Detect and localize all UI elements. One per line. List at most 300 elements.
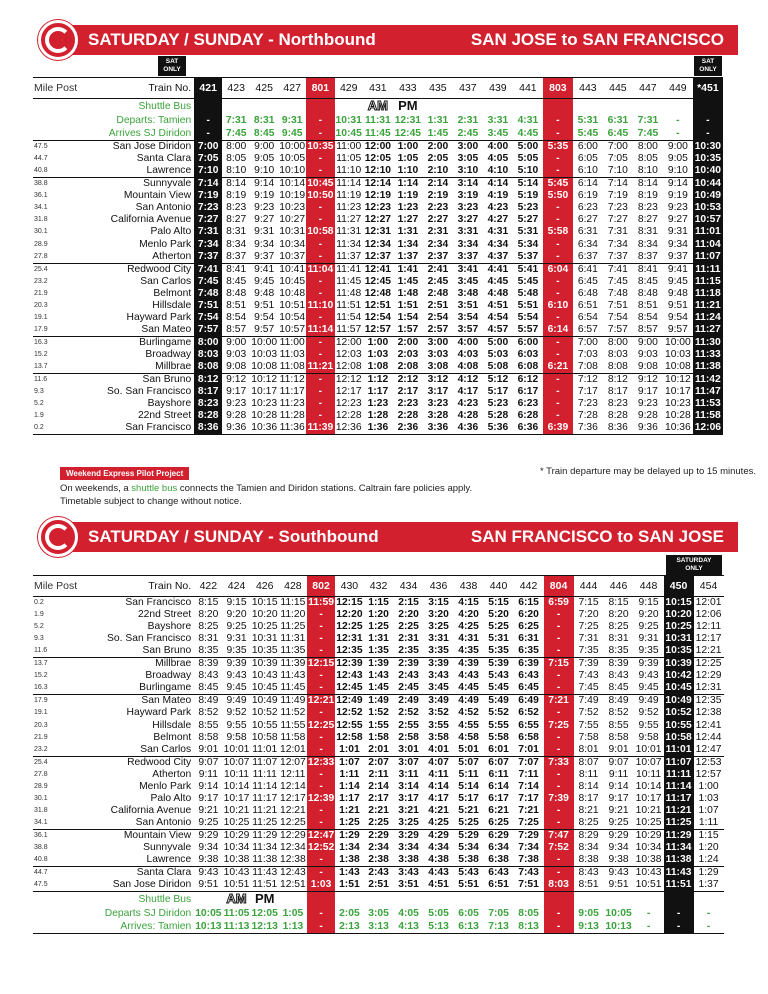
departure-time: 12:49 bbox=[336, 695, 363, 707]
departure-time: 8:55 bbox=[608, 719, 629, 731]
departure-time: 8:05 bbox=[226, 153, 247, 165]
ampm-cell bbox=[364, 892, 394, 908]
departure-time: 1:27 bbox=[397, 214, 419, 226]
shuttle-bus-link[interactable]: shuttle bus bbox=[131, 483, 178, 494]
departure-time: 9:31 bbox=[254, 226, 275, 238]
departure-time: 9:21 bbox=[608, 804, 629, 816]
train-number: 437 bbox=[453, 78, 483, 99]
train-number: 448 bbox=[634, 576, 664, 597]
departure-time: 2:54 bbox=[427, 311, 449, 323]
departure-time: 1:07 bbox=[698, 804, 719, 816]
train-number: 438 bbox=[454, 576, 484, 597]
departure-time: 2:00 bbox=[397, 336, 419, 348]
departure-time: 1:45 bbox=[397, 275, 419, 287]
departure-time: 9:12 bbox=[637, 374, 658, 386]
departure-time: 2:57 bbox=[423, 324, 453, 337]
departure-time: 4:45 bbox=[487, 275, 509, 287]
departure-time: 6:23 bbox=[577, 202, 598, 214]
departure-time: 8:45 bbox=[194, 682, 222, 695]
departure-time: 4:12 bbox=[457, 374, 479, 386]
departure-time: 1:11 bbox=[339, 768, 360, 780]
departure-time: 2:38 bbox=[364, 854, 394, 867]
departure-time: 2:58 bbox=[398, 731, 419, 743]
southbound-route: SAN FRANCISCO to SAN JOSE bbox=[470, 527, 724, 546]
shuttle-row bbox=[33, 907, 724, 920]
departure-time: 10:38 bbox=[634, 854, 664, 867]
departure-time: 9:48 bbox=[254, 287, 275, 299]
departure-time: 3:36 bbox=[423, 422, 453, 435]
departure-time: 6:48 bbox=[577, 287, 598, 299]
departure-time: 7:05 bbox=[607, 153, 628, 165]
departure-time: 12:55 bbox=[336, 719, 363, 731]
departure-time: 2:49 bbox=[398, 695, 419, 707]
ampm-cell bbox=[335, 99, 363, 115]
departure-time: - bbox=[307, 707, 335, 719]
departure-time: 6:38 bbox=[484, 854, 514, 867]
departure-time: - bbox=[307, 867, 335, 880]
shuttle-time: 1:31 bbox=[427, 115, 449, 126]
departure-time: 6:01 bbox=[484, 744, 514, 757]
departure-time: 6:27 bbox=[577, 214, 598, 226]
station-row bbox=[33, 153, 723, 165]
station-row bbox=[33, 854, 724, 867]
departure-time: 12:37 bbox=[364, 250, 392, 262]
shuttle-time: 4:45 bbox=[513, 127, 543, 141]
station-name: California Avenue bbox=[110, 804, 192, 816]
departure-time: - bbox=[307, 781, 335, 793]
departure-time: 4:31 bbox=[487, 226, 509, 238]
milepost: 27.8 bbox=[33, 251, 78, 264]
departure-time: 9:51 bbox=[604, 879, 634, 892]
departure-time: 7:14 bbox=[607, 178, 628, 190]
milepost: 19.1 bbox=[34, 709, 48, 717]
departure-time: 6:14 bbox=[543, 324, 573, 337]
departure-time: 5:37 bbox=[513, 251, 543, 264]
zone-marker bbox=[78, 621, 87, 633]
departure-time: 10:19 bbox=[279, 190, 306, 202]
departure-time: 6:11 bbox=[488, 768, 509, 780]
departure-time: 5:36 bbox=[483, 422, 513, 435]
departure-time: 9:34 bbox=[254, 238, 275, 250]
departure-time: 9:23 bbox=[667, 202, 688, 214]
departure-time: 2:51 bbox=[427, 299, 449, 311]
departure-time: 11:10 bbox=[336, 165, 362, 177]
departure-time: 2:43 bbox=[368, 867, 389, 879]
departure-time: 6:59 bbox=[544, 597, 574, 610]
blank bbox=[33, 892, 78, 908]
departure-time: 1:51 bbox=[397, 299, 419, 311]
shuttle-time: 7:45 bbox=[222, 127, 250, 141]
departure-time: 7:58 bbox=[578, 731, 599, 743]
departure-time: 1:00 bbox=[397, 141, 419, 152]
zone-marker bbox=[78, 300, 87, 312]
station-row bbox=[33, 744, 724, 757]
shuttle-time: - bbox=[646, 908, 651, 920]
shuttle-time: 4:31 bbox=[517, 115, 539, 126]
ampm-cell bbox=[278, 99, 306, 115]
departure-time: 7:12 bbox=[577, 374, 598, 386]
station-name: Belmont bbox=[153, 731, 192, 743]
departure-time: 12:23 bbox=[335, 398, 362, 410]
departure-time: 5:45 bbox=[543, 178, 573, 191]
blank bbox=[33, 907, 78, 920]
departure-time: 2:11 bbox=[368, 768, 389, 780]
milepost: 9.3 bbox=[34, 635, 44, 643]
departure-time: 7:45 bbox=[574, 682, 604, 695]
departure-time: 6:10 bbox=[573, 165, 603, 178]
departure-time: 10:57 bbox=[279, 323, 306, 335]
departure-time: 6:41 bbox=[577, 263, 598, 275]
departure-time: 10:07 bbox=[223, 756, 250, 768]
blank bbox=[33, 127, 78, 141]
train-number: 427 bbox=[278, 78, 306, 99]
departure-time: 7:31 bbox=[578, 633, 599, 645]
station-name: So. San Francisco bbox=[107, 386, 192, 398]
departure-time: 3:51 bbox=[394, 879, 424, 892]
departure-time: - bbox=[307, 645, 335, 658]
zone-marker bbox=[78, 190, 87, 202]
departure-time: 10:52 bbox=[251, 707, 278, 719]
station-name: Burlingame bbox=[87, 682, 194, 695]
departure-time: 2:28 bbox=[397, 410, 419, 422]
departure-time: 10:17 bbox=[223, 792, 250, 804]
milepost-header: Mile Post bbox=[33, 78, 78, 99]
departure-time: 9:58 bbox=[226, 731, 247, 743]
milepost: 47.5 bbox=[33, 879, 78, 892]
departure-time: 3:11 bbox=[398, 768, 419, 780]
station-name: Bayshore bbox=[147, 398, 192, 410]
departure-time: 5:05 bbox=[517, 153, 539, 165]
departure-time: 4:39 bbox=[458, 658, 479, 670]
departure-time: 11:25 bbox=[252, 817, 278, 829]
zone-marker bbox=[78, 349, 87, 361]
ampm-cell bbox=[694, 892, 724, 908]
departure-time: 7:08 bbox=[573, 361, 603, 374]
departure-time: - bbox=[544, 609, 574, 621]
shuttle-row bbox=[33, 920, 724, 934]
departure-time: 12:48 bbox=[364, 287, 392, 299]
departure-time: 12:00 bbox=[364, 141, 392, 152]
departure-time: - bbox=[307, 744, 335, 757]
station-name: San Mateo bbox=[141, 695, 192, 707]
station-name: Sunnyvale bbox=[143, 842, 192, 854]
departure-time: 8:34 bbox=[226, 238, 247, 250]
train-no-label: Train No. bbox=[87, 78, 194, 99]
departure-time: 5:45 bbox=[484, 682, 514, 695]
departure-time: 11:29 bbox=[664, 830, 694, 843]
station-name: Redwood City bbox=[127, 756, 192, 768]
departure-time: 9:55 bbox=[226, 719, 247, 731]
ampm-cell bbox=[250, 99, 278, 115]
departure-time: 11:27 bbox=[693, 324, 723, 337]
northbound-banner bbox=[44, 25, 738, 55]
departure-time: 7:34 bbox=[607, 238, 628, 250]
departure-time: 4:49 bbox=[458, 695, 479, 707]
station-name: Palo Alto bbox=[150, 226, 192, 238]
departure-time: 5:35 bbox=[543, 141, 573, 154]
departure-time: 10:30 bbox=[694, 141, 722, 152]
ampm-cell bbox=[693, 99, 723, 115]
shuttle-time: 2:31 bbox=[457, 115, 479, 126]
shuttle-time: 11:05 bbox=[223, 908, 250, 920]
departure-time: 6:14 bbox=[577, 178, 598, 190]
blank bbox=[78, 892, 87, 908]
train-number: 439 bbox=[483, 78, 513, 99]
departure-time: 8:03 bbox=[544, 879, 574, 892]
station-row bbox=[33, 842, 724, 854]
departure-time: 12:00 bbox=[335, 336, 362, 348]
departure-time: 4:20 bbox=[458, 609, 479, 621]
departure-time: 6:29 bbox=[488, 830, 509, 842]
departure-time: 12:21 bbox=[307, 695, 335, 707]
departure-time: 10:57 bbox=[694, 214, 722, 226]
departure-time: 10:25 bbox=[251, 621, 278, 633]
departure-time: 1:15 bbox=[368, 597, 389, 608]
ampm-cell bbox=[574, 892, 604, 908]
departure-time: - bbox=[306, 251, 334, 264]
ampm-cell bbox=[394, 892, 424, 908]
departure-time: 11:34 bbox=[336, 238, 362, 250]
departure-time: 1:12 bbox=[367, 374, 389, 386]
shuttle-time: - bbox=[194, 127, 222, 141]
shuttle-time: - bbox=[307, 907, 335, 920]
departure-time: 6:17 bbox=[517, 386, 539, 398]
train-number: 423 bbox=[222, 78, 250, 99]
shuttle-time: 11:13 bbox=[223, 921, 250, 933]
departure-time: 3:03 bbox=[427, 348, 449, 360]
departure-time: 8:57 bbox=[222, 324, 250, 337]
departure-time: 6:31 bbox=[577, 226, 598, 238]
departure-time: 4:00 bbox=[457, 336, 479, 348]
departure-time: 4:17 bbox=[428, 792, 449, 804]
departure-time: 8:39 bbox=[608, 658, 629, 670]
station-name: 22nd Street bbox=[137, 609, 192, 621]
shuttle-label: Departs: Tamien bbox=[116, 115, 192, 126]
station-name: Hillsdale bbox=[152, 299, 192, 311]
station-row bbox=[33, 621, 724, 633]
shuttle-time: 7:31 bbox=[225, 115, 247, 126]
station-row bbox=[33, 251, 723, 264]
station-name: San Bruno bbox=[142, 374, 192, 386]
departure-time: - bbox=[306, 153, 334, 165]
departure-time: 11:59 bbox=[308, 597, 334, 608]
departure-time: 7:55 bbox=[578, 719, 599, 731]
departure-time: 11:15 bbox=[280, 597, 306, 608]
zone-marker bbox=[78, 756, 87, 769]
milepost: 15.2 bbox=[34, 672, 48, 680]
train-number-row bbox=[33, 576, 724, 597]
departure-time: 1:28 bbox=[367, 410, 389, 422]
station-name: Hayward Park bbox=[126, 707, 192, 719]
departure-time: 10:40 bbox=[694, 165, 722, 177]
station-row bbox=[33, 817, 724, 830]
departure-time: 5:14 bbox=[517, 178, 539, 190]
departure-time: 8:10 bbox=[222, 165, 250, 178]
departure-time: 3:31 bbox=[428, 633, 449, 645]
departure-time: 9:41 bbox=[667, 263, 688, 275]
departure-time: 10:17 bbox=[664, 386, 691, 398]
departure-time: 10:25 bbox=[665, 621, 692, 633]
departure-time: 5:20 bbox=[488, 609, 509, 621]
departure-time: 6:45 bbox=[577, 275, 598, 287]
ampm-cell bbox=[514, 892, 544, 908]
departure-time: 12:52 bbox=[307, 842, 335, 854]
departure-time: 10:58 bbox=[307, 226, 334, 238]
milepost: 44.7 bbox=[34, 869, 48, 877]
departure-time: 9:49 bbox=[226, 695, 247, 707]
departure-time: 9:11 bbox=[198, 768, 218, 780]
zone-marker bbox=[78, 719, 87, 731]
zone-marker bbox=[78, 153, 87, 165]
departure-time: 3:08 bbox=[423, 361, 453, 374]
zone-marker bbox=[78, 817, 87, 830]
departure-time: 9:52 bbox=[638, 707, 659, 719]
departure-time: 6:37 bbox=[573, 251, 603, 264]
departure-time: 7:00 bbox=[577, 336, 598, 348]
ampm-cell bbox=[194, 99, 222, 115]
zone-marker bbox=[78, 226, 87, 238]
departure-time: 2:51 bbox=[364, 879, 394, 892]
departure-time: 9:00 bbox=[637, 336, 658, 348]
ampm-cell bbox=[251, 892, 279, 908]
departure-time: 1:52 bbox=[368, 707, 389, 719]
departure-time: 9:39 bbox=[226, 658, 247, 670]
departure-time: 10:25 bbox=[223, 817, 250, 829]
departure-time: 12:38 bbox=[279, 854, 306, 866]
station-row bbox=[33, 719, 724, 731]
departure-time: 11:07 bbox=[664, 756, 694, 769]
departure-time: 10:28 bbox=[664, 410, 691, 422]
departure-time: 8:12 bbox=[194, 374, 222, 387]
departure-time: 12:17 bbox=[695, 633, 722, 645]
departure-time: 10:49 bbox=[251, 695, 278, 707]
northbound-route: SAN JOSE to SAN FRANCISCO bbox=[470, 30, 724, 49]
zone-marker bbox=[78, 732, 87, 744]
departure-time: 6:28 bbox=[517, 410, 539, 422]
departure-time: 1:23 bbox=[367, 398, 389, 410]
departure-time: 5:00 bbox=[517, 141, 539, 152]
departure-time: 8:52 bbox=[198, 707, 219, 719]
shuttle-row bbox=[33, 99, 723, 115]
pm-label: PM bbox=[254, 891, 275, 907]
departure-time: 8:31 bbox=[608, 633, 629, 645]
departure-time: 10:23 bbox=[664, 398, 691, 410]
shuttle-time: 3:13 bbox=[364, 920, 394, 934]
departure-time: 10:55 bbox=[665, 719, 692, 731]
shuttle-time: 2:05 bbox=[339, 908, 360, 920]
station-name: So. San Francisco bbox=[107, 633, 192, 645]
departure-time: 7:38 bbox=[514, 854, 544, 867]
departure-time: 3:37 bbox=[453, 251, 483, 264]
departure-time: 8:08 bbox=[194, 361, 222, 374]
station-row bbox=[33, 398, 723, 410]
departure-time: 12:47 bbox=[307, 830, 335, 842]
shuttle-time: 10:45 bbox=[335, 128, 362, 139]
departure-time: 3:43 bbox=[398, 867, 419, 879]
station-row bbox=[33, 276, 723, 288]
departure-time: 4:29 bbox=[428, 830, 449, 842]
departure-time: 10:14 bbox=[223, 780, 250, 792]
station-row bbox=[33, 190, 723, 202]
departure-time: - bbox=[307, 682, 335, 695]
departure-time: 2:45 bbox=[427, 275, 449, 287]
train-number: 434 bbox=[394, 576, 424, 597]
departure-time: 10:45 bbox=[307, 178, 334, 190]
departure-time: 4:58 bbox=[458, 731, 479, 743]
station-name: San Jose Diridon bbox=[112, 141, 192, 152]
departure-time: - bbox=[543, 312, 573, 324]
departure-time: 3:17 bbox=[398, 792, 419, 804]
departure-time: 1:07 bbox=[339, 756, 360, 768]
milepost: 28.9 bbox=[34, 782, 48, 790]
departure-time: 11:00 bbox=[336, 141, 362, 152]
departure-time: 11:45 bbox=[336, 275, 362, 287]
departure-time: 4:52 bbox=[458, 707, 479, 719]
departure-time: 6:36 bbox=[513, 422, 543, 435]
departure-time: - bbox=[544, 769, 574, 781]
departure-time: 4:55 bbox=[458, 719, 479, 731]
departure-time: 12:45 bbox=[364, 275, 392, 287]
departure-time: - bbox=[306, 349, 334, 361]
departure-time: 1:29 bbox=[339, 830, 360, 842]
departure-time: 8:43 bbox=[608, 670, 629, 682]
shuttle-time: 10:05 bbox=[195, 908, 222, 920]
departure-time: 11:35 bbox=[280, 645, 306, 657]
departure-time: 8:38 bbox=[574, 854, 604, 867]
am-label: AM bbox=[226, 891, 247, 907]
departure-time: 7:51 bbox=[607, 299, 628, 311]
departure-time: 10:10 bbox=[279, 165, 306, 177]
train-number: 450 bbox=[664, 576, 694, 597]
departure-time: 10:45 bbox=[665, 682, 692, 694]
departure-time: 9:01 bbox=[194, 744, 222, 757]
milepost: 16.3 bbox=[33, 682, 78, 695]
departure-time: 10:34 bbox=[223, 842, 250, 854]
departure-time: 10:39 bbox=[665, 658, 692, 670]
departure-time: 2:12 bbox=[397, 374, 419, 386]
departure-time: 2:25 bbox=[364, 817, 394, 830]
departure-time: 5:21 bbox=[458, 804, 479, 816]
departure-time: 3:57 bbox=[453, 324, 483, 337]
shuttle-time: - bbox=[306, 127, 334, 141]
station-row bbox=[33, 374, 723, 387]
departure-time: 10:31 bbox=[251, 633, 278, 645]
departure-time: 7:52 bbox=[578, 707, 599, 719]
departure-time: - bbox=[543, 153, 573, 165]
departure-time: 10:01 bbox=[634, 744, 664, 757]
departure-time: 9:05 bbox=[667, 153, 688, 165]
ampm-cell bbox=[484, 892, 514, 908]
departure-time: 1:14 bbox=[397, 178, 419, 190]
departure-time: 4:31 bbox=[458, 633, 479, 645]
station-row bbox=[33, 336, 723, 349]
departure-time: 10:11 bbox=[636, 768, 662, 780]
departure-time: 1:45 bbox=[364, 682, 394, 695]
departure-time: 5:52 bbox=[488, 707, 509, 719]
station-row bbox=[33, 609, 724, 621]
zone-marker bbox=[78, 695, 87, 708]
departure-time: 10:50 bbox=[307, 190, 334, 202]
departure-time: 7:10 bbox=[194, 165, 222, 178]
departure-time: 10:08 bbox=[663, 361, 693, 374]
departure-time: 9:11 bbox=[608, 768, 629, 780]
departure-time: 10:21 bbox=[223, 804, 250, 816]
departure-time: 10:31 bbox=[279, 226, 306, 238]
departure-time: - bbox=[543, 238, 573, 250]
departure-time: 9:27 bbox=[667, 214, 688, 226]
departure-time: 12:47 bbox=[694, 744, 724, 757]
departure-time: 9:19 bbox=[254, 190, 275, 202]
